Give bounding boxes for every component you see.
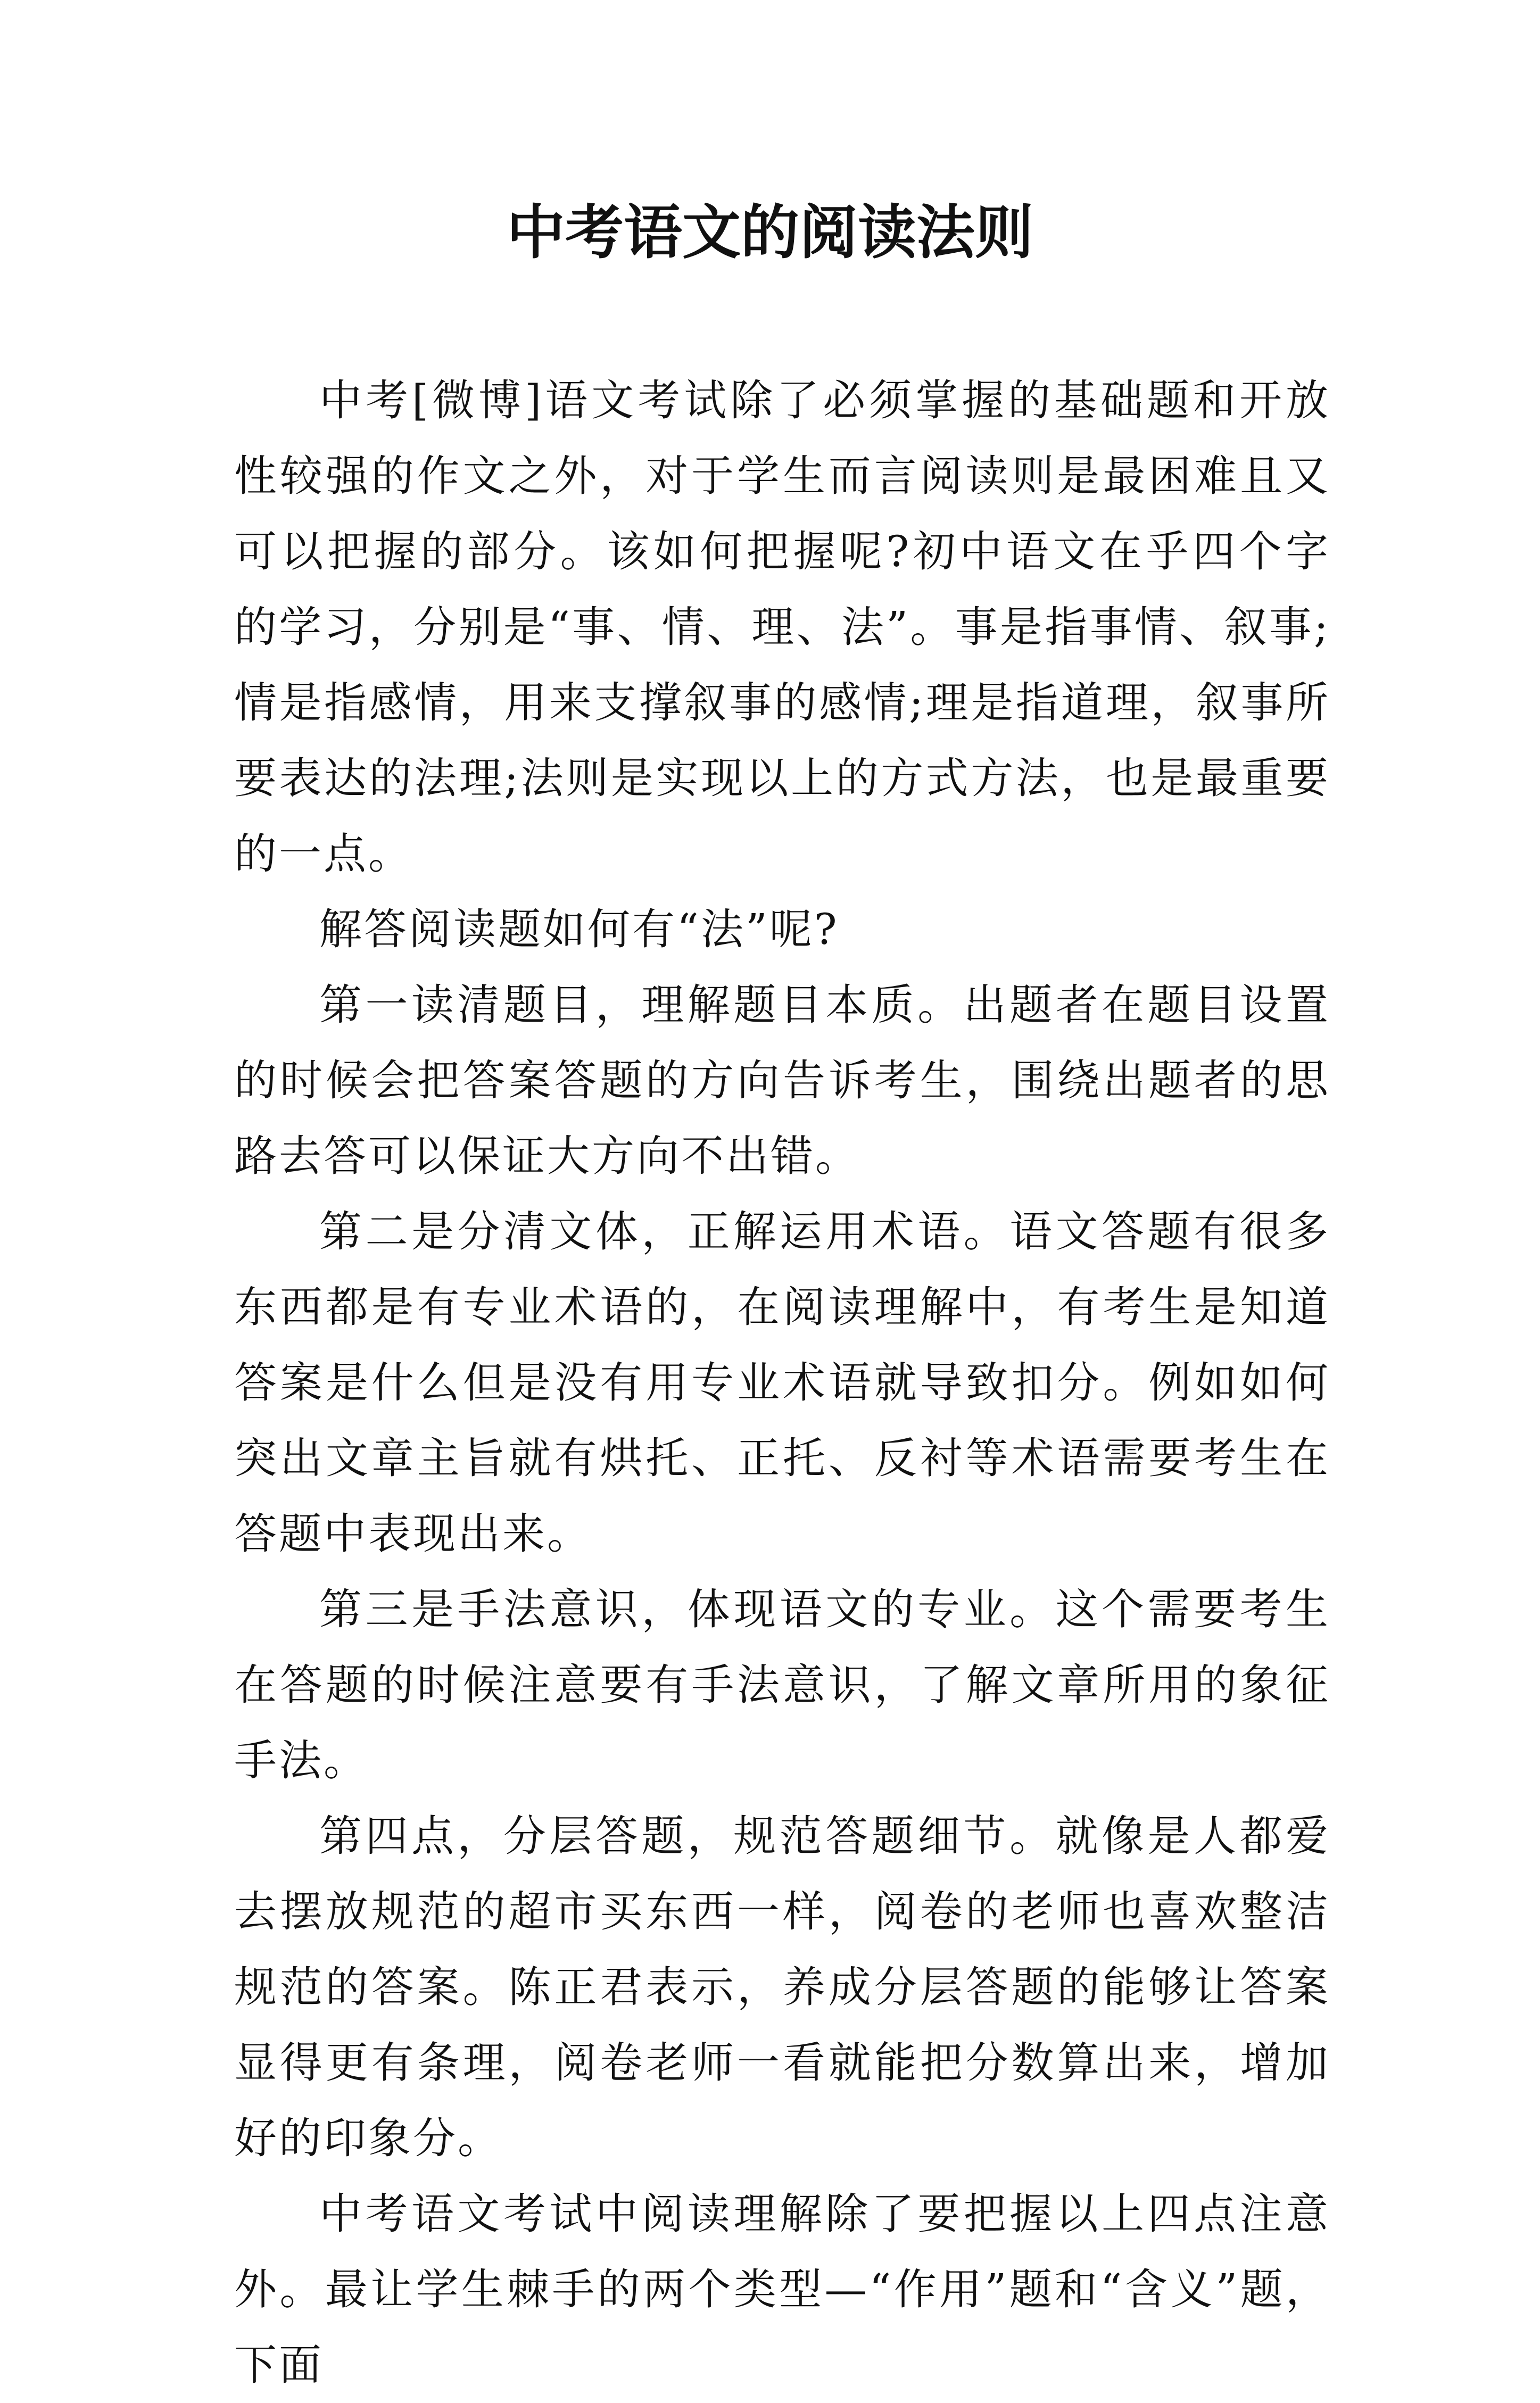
paragraph-question: 解答阅读题如何有“法”呢? [319,905,839,954]
document-body [234,363,1330,2403]
paragraph-intro: 中考[微博]语文考试除了必须掌握的基础题和开放性较强的作文之外，对于学生而言阅读则是最困难且又可以把握的部分。该如何把握呢?初中语文在乎四个字的学习，分别是“事、情、理、法”。事是指事情、叙事;情是指感情，用来支撑叙事的感情;理是指道理，叙事所要表达的法理;法则是实现以上的方式方法，也是最重要的一点。 [234,376,1330,879]
paragraph-point-three: 第三是手法意识，体现语文的专业。这个需要考生在答题的时候注意要有手法意识，了解文章所用的象征手法。 [234,1585,1330,1785]
document-title: 中考语文的阅读法则 [507,198,1033,267]
paragraph-point-four: 第四点，分层答题，规范答题细节。就像是人都爱去摆放规范的超市买东西一样，阅卷的老师也喜欢整洁规范的答案。陈正君表示，养成分层答题的能够让答案显得更有条理，阅卷老师一看就能把分数算出来，增加好的印象分。 [234,1811,1330,2163]
paragraph-conclusion: 中考语文考试中阅读理解除了要把握以上四点注意外。最让学生棘手的两个类型—“作用”题和“含义”题，下面 [234,2189,1330,2390]
paragraph-point-one: 第一读清题目，理解题目本质。出题者在题目设置的时候会把答案答题的方向告诉考生，围绕出题者的思路去答可以保证大方向不出错。 [234,980,1330,1181]
paragraph-point-two: 第二是分清文体，正解运用术语。语文答题有很多东西都是有专业术语的，在阅读理解中，有考生是知道答案是什么但是没有用专业术语就导致扣分。例如如何突出文章主旨就有烘托、正托、反衬等术语需要考生在答题中表现出来。 [234,1207,1330,1559]
